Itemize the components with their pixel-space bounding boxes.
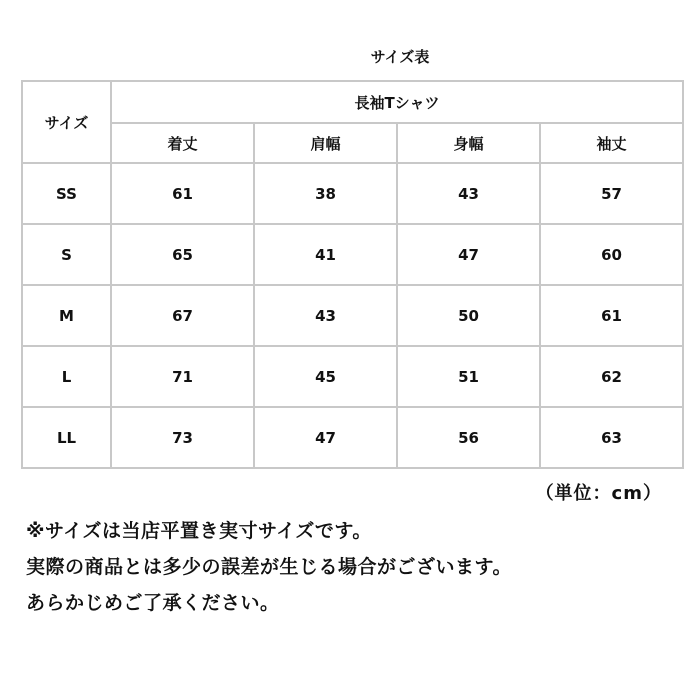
value-cell: 61 [111,163,254,224]
value-cell: 41 [254,224,397,285]
size-cell: L [22,346,111,407]
unit-note: （単位：cm） [535,483,662,504]
value-cell: 63 [540,407,683,468]
value-cell: 60 [540,224,683,285]
column-header-sleeve: 袖丈 [540,123,683,163]
note-line: 実際の商品とは多少の誤差が生じる場合がございます。 [26,556,512,578]
note-line: ※サイズは当店平置き実寸サイズです。 [26,520,372,542]
column-header-length: 着丈 [111,123,254,163]
table-header-row [22,81,683,123]
product-group-header: 長袖Tシャツ [111,81,683,123]
size-cell: SS [22,163,111,224]
value-cell: 56 [397,407,540,468]
size-cell: S [22,224,111,285]
notes-block [26,513,686,621]
size-cell: M [22,285,111,346]
value-cell: 43 [397,163,540,224]
value-cell: 47 [254,407,397,468]
value-cell: 67 [111,285,254,346]
value-cell: 47 [397,224,540,285]
value-cell: 73 [111,407,254,468]
value-cell: 61 [540,285,683,346]
table-row [22,346,683,407]
table-row [22,224,683,285]
note-line: あらかじめご了承ください。 [26,592,280,614]
table-row [22,285,683,346]
value-cell: 45 [254,346,397,407]
value-cell: 71 [111,346,254,407]
page-title: サイズ表 [370,48,430,66]
value-cell: 65 [111,224,254,285]
size-table [21,80,684,469]
table-subheader-row [22,123,683,163]
table-row [22,407,683,468]
value-cell: 57 [540,163,683,224]
value-cell: 62 [540,346,683,407]
table-row [22,163,683,224]
column-header-chest: 身幅 [397,123,540,163]
column-header-shoulder: 肩幅 [254,123,397,163]
size-cell: LL [22,407,111,468]
value-cell: 38 [254,163,397,224]
value-cell: 43 [254,285,397,346]
value-cell: 50 [397,285,540,346]
value-cell: 51 [397,346,540,407]
size-column-header: サイズ [22,81,111,163]
